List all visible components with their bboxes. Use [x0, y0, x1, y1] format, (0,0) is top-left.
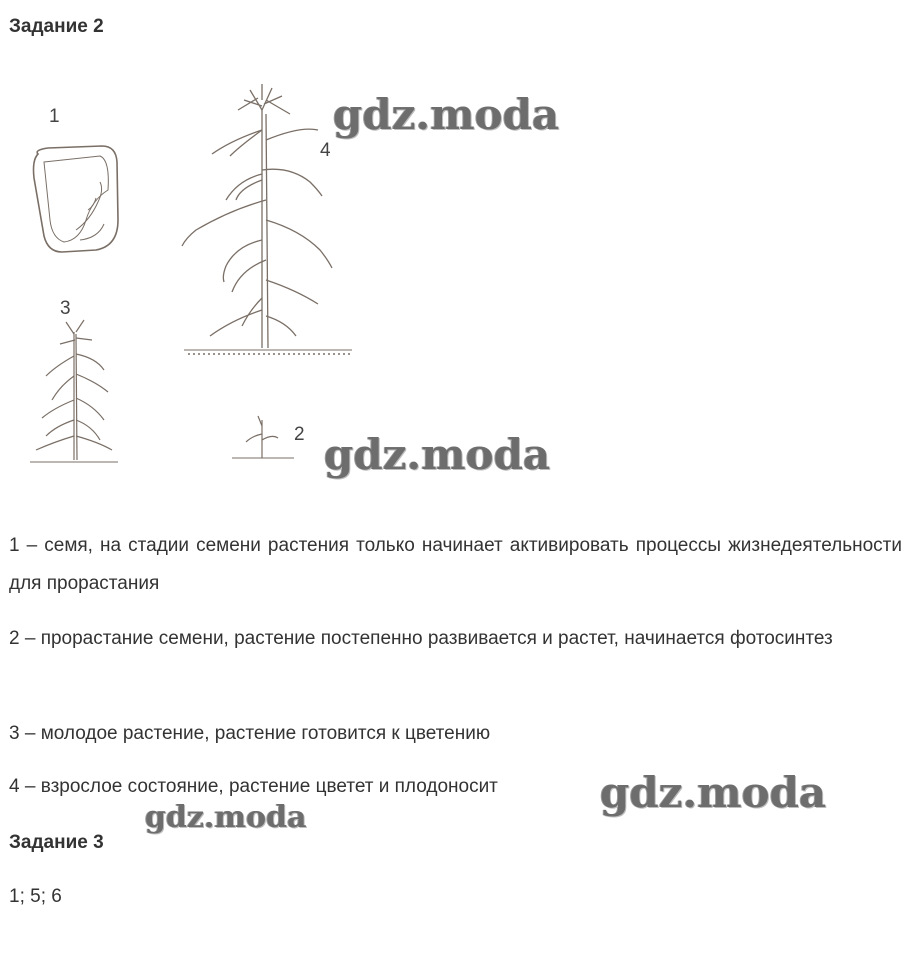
task3-heading: Задание 3	[9, 832, 104, 853]
watermark-1: gdz.moda	[333, 90, 560, 139]
figure-label-3: 3	[60, 298, 71, 319]
answer-item-2: 2 – прорастание семени, растение постепенно развивается и растет, начинается фотосинтез	[9, 628, 833, 649]
young-plant-drawing	[30, 320, 118, 462]
adult-plant-drawing	[182, 84, 352, 354]
figure-label-1: 1	[49, 106, 60, 127]
watermark-3: gdz.moda	[600, 768, 827, 817]
answer-item-1: 1 – семя, на стадии семени растения только начинает активировать процессы жизнедеятельности для прорастания	[9, 535, 902, 594]
watermark-4: gdz.moda	[145, 800, 307, 835]
answer-item-4: 4 – взрослое состояние, растение цветет и плодоносит	[9, 776, 498, 797]
figure-label-2: 2	[294, 424, 305, 445]
task3-answer: 1; 5; 6	[9, 886, 62, 907]
answer-item-3: 3 – молодое растение, растение готовится к цветению	[9, 723, 491, 744]
figure-label-4: 4	[320, 140, 331, 161]
sprout-drawing	[232, 416, 294, 458]
task2-heading: Задание 2	[9, 16, 104, 37]
watermark-2: gdz.moda	[324, 430, 551, 479]
seed-drawing	[34, 146, 119, 252]
